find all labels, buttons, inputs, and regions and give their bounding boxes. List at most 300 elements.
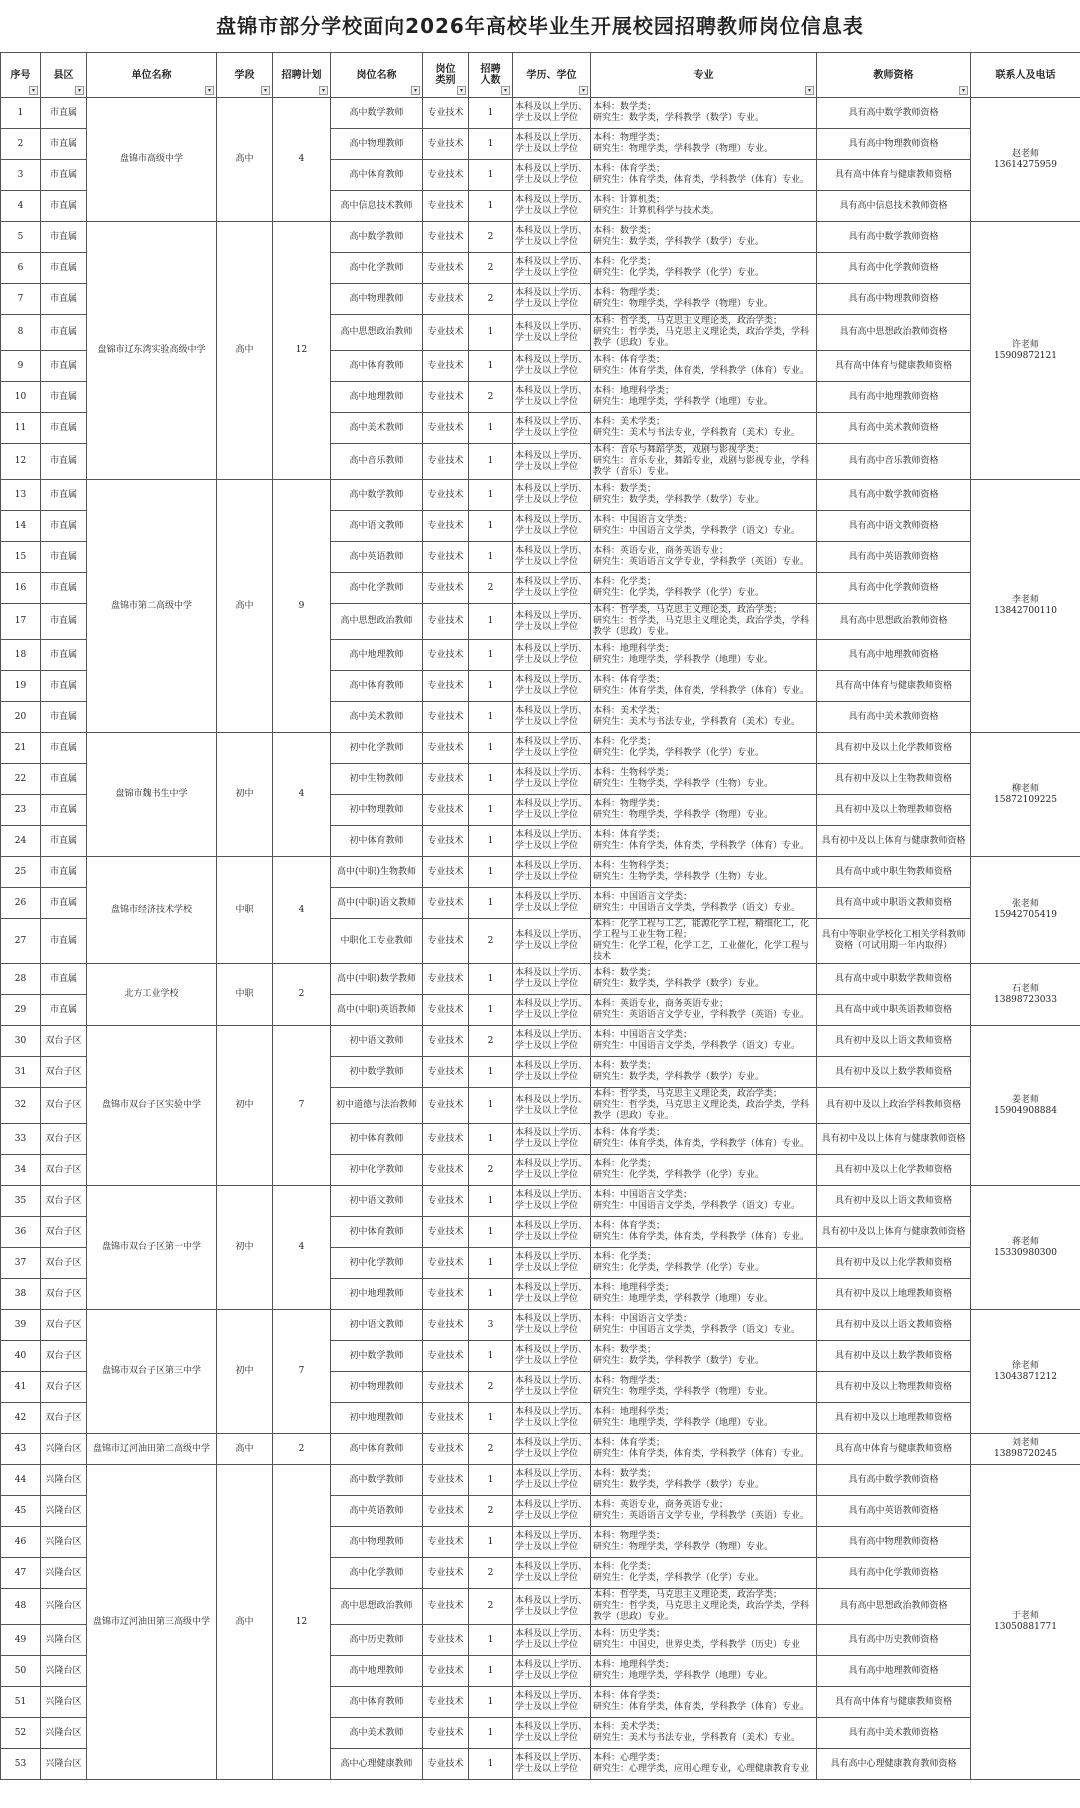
row-number: 40 [1, 1341, 41, 1372]
education-cell: 本科及以上学历、 学士及以上学位 [513, 764, 591, 795]
row-number: 17 [1, 604, 41, 640]
education-cell: 本科及以上学历、 学士及以上学位 [513, 1749, 591, 1780]
unit-name-cell: 盘锦市辽河油田第二高级中学 [87, 1434, 217, 1465]
row-number: 20 [1, 702, 41, 733]
header-row [1, 53, 1080, 98]
plan-cell: 12 [273, 1465, 331, 1780]
county-cell: 市直属 [41, 253, 87, 284]
education-cell: 本科及以上学历、 学士及以上学位 [513, 733, 591, 764]
table-row [1, 964, 1080, 995]
post-name-cell: 初中体育教师 [331, 826, 423, 857]
certificate-cell: 具有高中美术教师资格 [817, 702, 971, 733]
major-cell: 本科：美术学类； 研究生：美术与书法专业，学科教育（美术）专业。 [591, 413, 817, 444]
row-number: 52 [1, 1718, 41, 1749]
hire-count-cell: 1 [469, 444, 513, 480]
post-name-cell: 初中化学教师 [331, 1248, 423, 1279]
certificate-cell: 具有高中物理教师资格 [817, 1527, 971, 1558]
certificate-cell: 具有初中及以上地理教师资格 [817, 1403, 971, 1434]
job-table [0, 52, 1080, 1780]
certificate-cell: 具有初中及以上语文教师资格 [817, 1186, 971, 1217]
certificate-cell: 具有高中化学教师资格 [817, 253, 971, 284]
major-cell: 本科：物理学类； 研究生：物理学类，学科教学（物理）专业。 [591, 1527, 817, 1558]
post-name-cell: 初中语文教师 [331, 1310, 423, 1341]
certificate-cell: 具有高中地理教师资格 [817, 382, 971, 413]
unit-name-cell: 盘锦市双台子区第三中学 [87, 1310, 217, 1434]
hire-count-cell: 1 [469, 640, 513, 671]
major-cell: 本科：体育学类； 研究生：体育学类，体育类，学科教学（体育）专业。 [591, 1434, 817, 1465]
hire-count-cell: 2 [469, 382, 513, 413]
filter-dropdown-icon[interactable]: ▾ [959, 86, 968, 95]
certificate-cell: 具有高中或中职数学教师资格 [817, 964, 971, 995]
post-type-cell: 专业技术 [423, 1026, 469, 1057]
certificate-cell: 具有高中物理教师资格 [817, 129, 971, 160]
certificate-cell: 具有高中心理健康教育教师资格 [817, 1749, 971, 1780]
row-number: 37 [1, 1248, 41, 1279]
certificate-cell: 具有初中及以上政治学科教师资格 [817, 1088, 971, 1124]
education-cell: 本科及以上学历、 学士及以上学位 [513, 702, 591, 733]
major-cell: 本科：体育学类； 研究生：体育学类，体育类，学科教学（体育）专业。 [591, 1217, 817, 1248]
row-number: 28 [1, 964, 41, 995]
hire-count-cell: 1 [469, 604, 513, 640]
certificate-cell: 具有初中及以上体育与健康教师资格 [817, 1217, 971, 1248]
post-name-cell: 初中化学教师 [331, 1155, 423, 1186]
county-cell: 市直属 [41, 413, 87, 444]
post-type-cell: 专业技术 [423, 764, 469, 795]
education-cell: 本科及以上学历、 学士及以上学位 [513, 964, 591, 995]
post-type-cell: 专业技术 [423, 1496, 469, 1527]
county-cell: 市直属 [41, 795, 87, 826]
hire-count-cell: 3 [469, 1310, 513, 1341]
hire-count-cell: 1 [469, 542, 513, 573]
certificate-cell: 具有高中数学教师资格 [817, 1465, 971, 1496]
certificate-cell: 具有高中体育与健康教师资格 [817, 351, 971, 382]
county-cell: 市直属 [41, 826, 87, 857]
certificate-cell: 具有初中及以上化学教师资格 [817, 733, 971, 764]
education-cell: 本科及以上学历、 学士及以上学位 [513, 1248, 591, 1279]
county-cell: 市直属 [41, 604, 87, 640]
contact-cell: 于老师 13050881771 [971, 1465, 1080, 1780]
post-type-cell: 专业技术 [423, 888, 469, 919]
hire-count-cell: 2 [469, 573, 513, 604]
major-cell: 本科：体育学类； 研究生：体育学类，体育类，学科教学（体育）专业。 [591, 826, 817, 857]
post-name-cell: 高中(中职)生物教师 [331, 857, 423, 888]
post-type-cell: 专业技术 [423, 1248, 469, 1279]
post-name-cell: 初中体育教师 [331, 1217, 423, 1248]
county-cell: 双台子区 [41, 1279, 87, 1310]
row-number: 6 [1, 253, 41, 284]
filter-dropdown-icon[interactable]: ▾ [75, 86, 84, 95]
county-cell: 双台子区 [41, 1124, 87, 1155]
certificate-cell: 具有高中物理教师资格 [817, 284, 971, 315]
certificate-cell: 具有高中化学教师资格 [817, 573, 971, 604]
post-name-cell: 高中信息技术教师 [331, 191, 423, 222]
post-type-cell: 专业技术 [423, 1527, 469, 1558]
row-number: 5 [1, 222, 41, 253]
post-type-cell: 专业技术 [423, 382, 469, 413]
post-name-cell: 高中化学教师 [331, 573, 423, 604]
page-title: 盘锦市部分学校面向2026年高校毕业生开展校园招聘教师岗位信息表 [216, 14, 864, 38]
hire-count-cell: 2 [469, 284, 513, 315]
filter-dropdown-icon[interactable]: ▾ [205, 86, 214, 95]
post-name-cell: 高中体育教师 [331, 160, 423, 191]
education-cell: 本科及以上学历、 学士及以上学位 [513, 444, 591, 480]
hire-count-cell: 1 [469, 1057, 513, 1088]
row-number: 39 [1, 1310, 41, 1341]
row-number: 32 [1, 1088, 41, 1124]
hire-count-cell: 1 [469, 702, 513, 733]
education-cell: 本科及以上学历、 学士及以上学位 [513, 1026, 591, 1057]
county-cell: 兴隆台区 [41, 1718, 87, 1749]
education-cell: 本科及以上学历、 学士及以上学位 [513, 284, 591, 315]
post-type-cell: 专业技术 [423, 919, 469, 964]
post-type-cell: 专业技术 [423, 191, 469, 222]
header-label: 序号 [10, 69, 31, 81]
stage-cell: 高中 [217, 98, 273, 222]
certificate-cell: 具有初中及以上数学教师资格 [817, 1341, 971, 1372]
table-row [1, 733, 1080, 764]
post-type-cell: 专业技术 [423, 826, 469, 857]
major-cell: 本科：体育学类； 研究生：体育学类，体育类，学科教学（体育）专业。 [591, 671, 817, 702]
county-cell: 兴隆台区 [41, 1496, 87, 1527]
post-type-cell: 专业技术 [423, 1465, 469, 1496]
hire-count-cell: 2 [469, 1558, 513, 1589]
post-name-cell: 高中数学教师 [331, 1465, 423, 1496]
certificate-cell: 具有高中或中职英语教师资格 [817, 995, 971, 1026]
row-number: 31 [1, 1057, 41, 1088]
post-type-cell: 专业技术 [423, 315, 469, 351]
row-number: 29 [1, 995, 41, 1026]
row-number: 41 [1, 1372, 41, 1403]
row-number: 48 [1, 1589, 41, 1625]
hire-count-cell: 2 [469, 1589, 513, 1625]
plan-cell: 7 [273, 1026, 331, 1186]
major-cell: 本科：数学类； 研究生：数学类，学科教学（数学）专业。 [591, 964, 817, 995]
major-cell: 本科：哲学类，马克思主义理论类，政治学类； 研究生：哲学类，马克思主义理论类，政治学类，学科教学（思政）专业。 [591, 1589, 817, 1625]
post-name-cell: 高中体育教师 [331, 351, 423, 382]
post-type-cell: 专业技术 [423, 640, 469, 671]
post-name-cell: 高中英语教师 [331, 1496, 423, 1527]
col-unit-header [87, 53, 217, 98]
filter-dropdown-icon[interactable]: ▾ [261, 86, 270, 95]
hire-count-cell: 1 [469, 1625, 513, 1656]
post-type-cell: 专业技术 [423, 480, 469, 511]
filter-dropdown-icon[interactable]: ▾ [501, 86, 510, 95]
education-cell: 本科及以上学历、 学士及以上学位 [513, 640, 591, 671]
education-cell: 本科及以上学历、 学士及以上学位 [513, 1656, 591, 1687]
education-cell: 本科及以上学历、 学士及以上学位 [513, 1465, 591, 1496]
major-cell: 本科：体育学类； 研究生：体育学类，体育类，学科教学（体育）专业。 [591, 160, 817, 191]
post-type-cell: 专业技术 [423, 573, 469, 604]
certificate-cell: 具有高中数学教师资格 [817, 222, 971, 253]
education-cell: 本科及以上学历、 学士及以上学位 [513, 671, 591, 702]
certificate-cell: 具有初中及以上化学教师资格 [817, 1248, 971, 1279]
county-cell: 市直属 [41, 315, 87, 351]
table-row [1, 480, 1080, 511]
education-cell: 本科及以上学历、 学士及以上学位 [513, 1434, 591, 1465]
hire-count-cell: 2 [469, 1496, 513, 1527]
certificate-cell: 具有初中及以上生物教师资格 [817, 764, 971, 795]
header-label: 学历、学位 [526, 69, 577, 81]
contact-cell: 柳老师 15872109225 [971, 733, 1080, 857]
post-type-cell: 专业技术 [423, 129, 469, 160]
major-cell: 本科：化学类； 研究生：化学类，学科教学（化学）专业。 [591, 1155, 817, 1186]
row-number: 43 [1, 1434, 41, 1465]
post-name-cell: 高中美术教师 [331, 413, 423, 444]
post-name-cell: 高中英语教师 [331, 542, 423, 573]
post-name-cell: 高中美术教师 [331, 702, 423, 733]
county-cell: 市直属 [41, 444, 87, 480]
filter-dropdown-icon[interactable]: ▾ [805, 86, 814, 95]
certificate-cell: 具有高中或中职生物教师资格 [817, 857, 971, 888]
education-cell: 本科及以上学历、 学士及以上学位 [513, 222, 591, 253]
certificate-cell: 具有高中化学教师资格 [817, 1558, 971, 1589]
county-cell: 市直属 [41, 222, 87, 253]
plan-cell: 2 [273, 964, 331, 1026]
post-name-cell: 高中数学教师 [331, 222, 423, 253]
header-label: 县区 [53, 69, 74, 81]
stage-cell: 初中 [217, 1186, 273, 1310]
contact-cell: 李老师 13842700110 [971, 480, 1080, 733]
education-cell: 本科及以上学历、 学士及以上学位 [513, 1124, 591, 1155]
major-cell: 本科：体育学类； 研究生：体育学类，体育类，学科教学（体育）专业。 [591, 351, 817, 382]
filter-dropdown-icon[interactable]: ▾ [319, 86, 328, 95]
post-name-cell: 高中地理教师 [331, 640, 423, 671]
certificate-cell: 具有初中及以上物理教师资格 [817, 795, 971, 826]
post-name-cell: 初中体育教师 [331, 1124, 423, 1155]
row-number: 25 [1, 857, 41, 888]
row-number: 19 [1, 671, 41, 702]
table-row [1, 222, 1080, 253]
hire-count-cell: 2 [469, 1155, 513, 1186]
certificate-cell: 具有高中地理教师资格 [817, 1656, 971, 1687]
row-number: 3 [1, 160, 41, 191]
county-cell: 市直属 [41, 995, 87, 1026]
contact-cell: 刘老师 13898720245 [971, 1434, 1080, 1465]
filter-dropdown-icon[interactable]: ▾ [29, 86, 38, 95]
row-number: 7 [1, 284, 41, 315]
post-type-cell: 专业技术 [423, 1749, 469, 1780]
hire-count-cell: 2 [469, 1372, 513, 1403]
hire-count-cell: 1 [469, 964, 513, 995]
post-type-cell: 专业技术 [423, 1434, 469, 1465]
major-cell: 本科：地理科学类； 研究生：地理学类，学科教学（地理）专业。 [591, 382, 817, 413]
education-cell: 本科及以上学历、 学士及以上学位 [513, 160, 591, 191]
post-name-cell: 高中数学教师 [331, 98, 423, 129]
post-type-cell: 专业技术 [423, 1155, 469, 1186]
post-type-cell: 专业技术 [423, 702, 469, 733]
post-type-cell: 专业技术 [423, 1217, 469, 1248]
major-cell: 本科：体育学类； 研究生：体育学类，体育类，学科教学（体育）专业。 [591, 1124, 817, 1155]
certificate-cell: 具有高中体育与健康教师资格 [817, 160, 971, 191]
education-cell: 本科及以上学历、 学士及以上学位 [513, 995, 591, 1026]
county-cell: 双台子区 [41, 1248, 87, 1279]
post-type-cell: 专业技术 [423, 1589, 469, 1625]
post-type-cell: 专业技术 [423, 964, 469, 995]
post-type-cell: 专业技术 [423, 1310, 469, 1341]
post-name-cell: 初中生物教师 [331, 764, 423, 795]
major-cell: 本科：化学类； 研究生：化学类，学科教学（化学）专业。 [591, 1248, 817, 1279]
major-cell: 本科：哲学类，马克思主义理论类，政治学类； 研究生：哲学类，马克思主义理论类，政治学类，学科教学（思政）专业。 [591, 315, 817, 351]
certificate-cell: 具有高中美术教师资格 [817, 1718, 971, 1749]
unit-name-cell: 盘锦市双台子区实验中学 [87, 1026, 217, 1186]
hire-count-cell: 1 [469, 1088, 513, 1124]
post-type-cell: 专业技术 [423, 253, 469, 284]
hire-count-cell: 1 [469, 1656, 513, 1687]
stage-cell: 初中 [217, 1026, 273, 1186]
post-name-cell: 高中化学教师 [331, 1558, 423, 1589]
education-cell: 本科及以上学历、 学士及以上学位 [513, 1279, 591, 1310]
stage-cell: 高中 [217, 1465, 273, 1780]
county-cell: 双台子区 [41, 1310, 87, 1341]
row-number: 4 [1, 191, 41, 222]
education-cell: 本科及以上学历、 学士及以上学位 [513, 98, 591, 129]
row-number: 27 [1, 919, 41, 964]
row-number: 26 [1, 888, 41, 919]
county-cell: 兴隆台区 [41, 1527, 87, 1558]
education-cell: 本科及以上学历、 学士及以上学位 [513, 1589, 591, 1625]
row-number: 23 [1, 795, 41, 826]
contact-cell: 许老师 15909872121 [971, 222, 1080, 480]
col-county-header [41, 53, 87, 98]
education-cell: 本科及以上学历、 学士及以上学位 [513, 795, 591, 826]
contact-cell: 徐老师 13043871212 [971, 1310, 1080, 1434]
certificate-cell: 具有初中及以上体育与健康教师资格 [817, 1124, 971, 1155]
major-cell: 本科：生物科学类； 研究生：生物学类，学科教学（生物）专业。 [591, 764, 817, 795]
hire-count-cell: 1 [469, 191, 513, 222]
post-name-cell: 初中数学教师 [331, 1341, 423, 1372]
hire-count-cell: 1 [469, 98, 513, 129]
post-type-cell: 专业技术 [423, 1558, 469, 1589]
certificate-cell: 具有高中体育与健康教师资格 [817, 1687, 971, 1718]
education-cell: 本科及以上学历、 学士及以上学位 [513, 480, 591, 511]
post-type-cell: 专业技术 [423, 795, 469, 826]
county-cell: 市直属 [41, 129, 87, 160]
stage-cell: 高中 [217, 1434, 273, 1465]
contact-cell: 蒋老师 15330980300 [971, 1186, 1080, 1310]
post-name-cell: 高中体育教师 [331, 1434, 423, 1465]
table-row [1, 1434, 1080, 1465]
row-number: 11 [1, 413, 41, 444]
county-cell: 双台子区 [41, 1026, 87, 1057]
education-cell: 本科及以上学历、 学士及以上学位 [513, 1687, 591, 1718]
contact-cell: 姜老师 15904908884 [971, 1026, 1080, 1186]
county-cell: 兴隆台区 [41, 1558, 87, 1589]
county-cell: 市直属 [41, 542, 87, 573]
major-cell: 本科：历史学类； 研究生：中国史，世界史类，学科教学（历史）专业 [591, 1625, 817, 1656]
major-cell: 本科：数学类； 研究生：数学类，学科教学（数学）专业。 [591, 98, 817, 129]
plan-cell: 12 [273, 222, 331, 480]
certificate-cell: 具有初中及以上体育与健康教师资格 [817, 826, 971, 857]
unit-name-cell: 盘锦市高级中学 [87, 98, 217, 222]
county-cell: 市直属 [41, 640, 87, 671]
table-row [1, 857, 1080, 888]
post-type-cell: 专业技术 [423, 1718, 469, 1749]
hire-count-cell: 2 [469, 1026, 513, 1057]
certificate-cell: 具有高中英语教师资格 [817, 542, 971, 573]
post-name-cell: 初中语文教师 [331, 1186, 423, 1217]
col-no-header [1, 53, 41, 98]
post-name-cell: 初中地理教师 [331, 1279, 423, 1310]
education-cell: 本科及以上学历、 学士及以上学位 [513, 888, 591, 919]
hire-count-cell: 1 [469, 1749, 513, 1780]
post-type-cell: 专业技术 [423, 542, 469, 573]
stage-cell: 高中 [217, 222, 273, 480]
hire-count-cell: 2 [469, 222, 513, 253]
county-cell: 兴隆台区 [41, 1465, 87, 1496]
post-type-cell: 专业技术 [423, 413, 469, 444]
county-cell: 市直属 [41, 764, 87, 795]
post-name-cell: 高中美术教师 [331, 1718, 423, 1749]
row-number: 1 [1, 98, 41, 129]
major-cell: 本科：心理学类； 研究生：心理学类，应用心理专业，心理健康教育专业 [591, 1749, 817, 1780]
post-type-cell: 专业技术 [423, 857, 469, 888]
hire-count-cell: 1 [469, 1248, 513, 1279]
filter-dropdown-icon[interactable]: ▾ [579, 86, 588, 95]
post-name-cell: 高中数学教师 [331, 480, 423, 511]
post-name-cell: 高中语文教师 [331, 511, 423, 542]
certificate-cell: 具有初中及以上数学教师资格 [817, 1057, 971, 1088]
row-number: 42 [1, 1403, 41, 1434]
education-cell: 本科及以上学历、 学士及以上学位 [513, 1527, 591, 1558]
county-cell: 兴隆台区 [41, 1625, 87, 1656]
post-type-cell: 专业技术 [423, 1625, 469, 1656]
post-type-cell: 专业技术 [423, 1088, 469, 1124]
stage-cell: 中职 [217, 857, 273, 964]
hire-count-cell: 1 [469, 1718, 513, 1749]
education-cell: 本科及以上学历、 学士及以上学位 [513, 129, 591, 160]
unit-name-cell: 盘锦市双台子区第一中学 [87, 1186, 217, 1310]
certificate-cell: 具有中等职业学校化工相关学科教师资格（可试用期一年内取得） [817, 919, 971, 964]
certificate-cell: 具有高中思想政治教师资格 [817, 1589, 971, 1625]
major-cell: 本科：化学类； 研究生：化学类，学科教学（化学）专业。 [591, 733, 817, 764]
post-type-cell: 专业技术 [423, 98, 469, 129]
post-name-cell: 初中语文教师 [331, 1026, 423, 1057]
filter-dropdown-icon[interactable]: ▾ [411, 86, 420, 95]
county-cell: 双台子区 [41, 1403, 87, 1434]
hire-count-cell: 1 [469, 733, 513, 764]
hire-count-cell: 1 [469, 888, 513, 919]
education-cell: 本科及以上学历、 学士及以上学位 [513, 1057, 591, 1088]
header-label: 专业 [693, 69, 714, 81]
education-cell: 本科及以上学历、 学士及以上学位 [513, 1217, 591, 1248]
county-cell: 市直属 [41, 511, 87, 542]
post-name-cell: 高中物理教师 [331, 129, 423, 160]
county-cell: 双台子区 [41, 1057, 87, 1088]
table-row [1, 1310, 1080, 1341]
certificate-cell: 具有高中数学教师资格 [817, 480, 971, 511]
row-number: 30 [1, 1026, 41, 1057]
major-cell: 本科：物理学类； 研究生：物理学类，学科教学（物理）专业。 [591, 1372, 817, 1403]
header-label: 联系人及电话 [995, 69, 1056, 81]
education-cell: 本科及以上学历、 学士及以上学位 [513, 857, 591, 888]
certificate-cell: 具有高中音乐教师资格 [817, 444, 971, 480]
row-number: 2 [1, 129, 41, 160]
major-cell: 本科：数学类； 研究生：数学类，学科教学（数学）专业。 [591, 480, 817, 511]
row-number: 34 [1, 1155, 41, 1186]
table-row [1, 1465, 1080, 1496]
county-cell: 兴隆台区 [41, 1687, 87, 1718]
education-cell: 本科及以上学历、 学士及以上学位 [513, 1372, 591, 1403]
county-cell: 市直属 [41, 98, 87, 129]
education-cell: 本科及以上学历、 学士及以上学位 [513, 351, 591, 382]
hire-count-cell: 1 [469, 480, 513, 511]
unit-name-cell: 盘锦市辽东湾实验高级中学 [87, 222, 217, 480]
major-cell: 本科：化学工程与工艺，能源化学工程，精细化工，化学工程与工业生物工程； 研究生：化学工程，化学工艺，工业催化，化学工程与技术 [591, 919, 817, 964]
post-name-cell: 初中化学教师 [331, 733, 423, 764]
filter-dropdown-icon[interactable]: ▾ [457, 86, 466, 95]
major-cell: 本科：物理学类； 研究生：物理学类，学科教学（物理）专业。 [591, 284, 817, 315]
post-type-cell: 专业技术 [423, 1687, 469, 1718]
